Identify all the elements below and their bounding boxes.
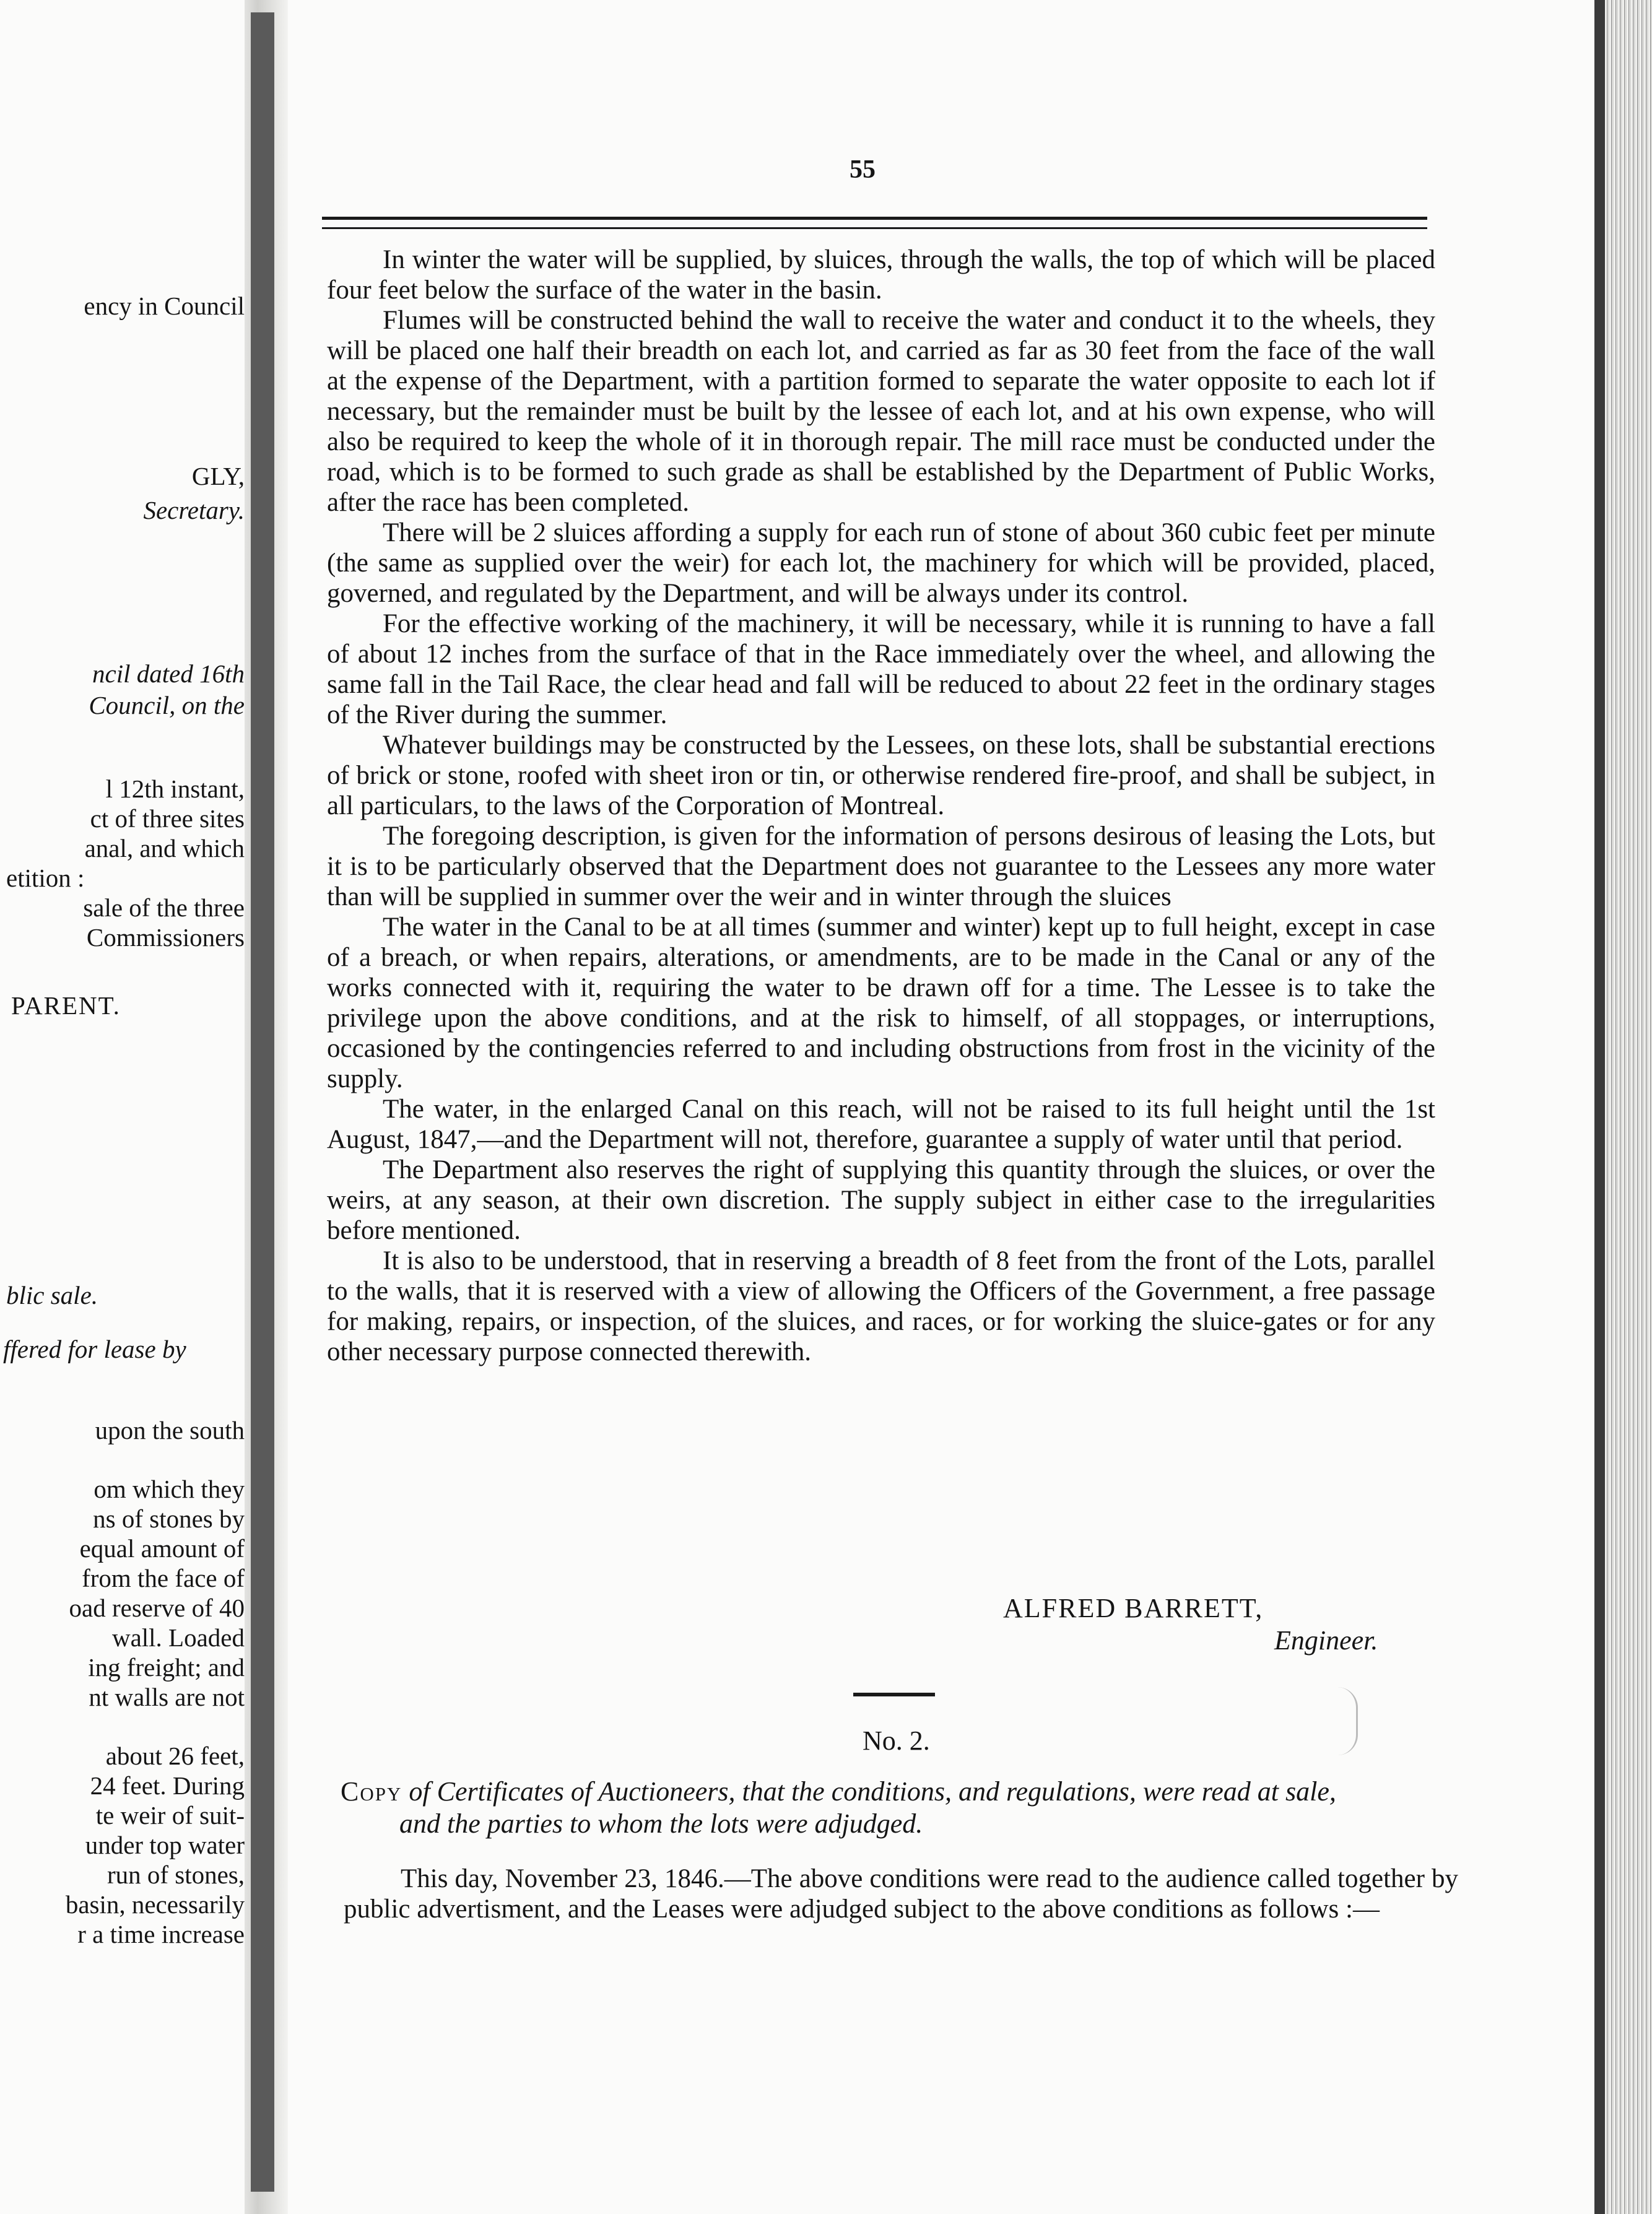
closing-paragraph: This day, November 23, 1846.—The above conditions were read to the audience called together by public advertisment, and the Leases were adjudged subject to the above conditions as follows :— bbox=[344, 1864, 1458, 1924]
paragraph: For the effective working of the machinery, it will be necessary, while it is running to have a fall of about 12 inches from the surface of that in the Race immediately over the wheel, and allowing the same fall in the Tail Race, the clear head and fall will be reduced to about 22 feet in the ordinary stages of the River during the summer. bbox=[327, 609, 1435, 729]
closing-text bbox=[344, 1864, 1458, 1924]
binding-gutter bbox=[251, 12, 274, 2192]
page-edges bbox=[1605, 0, 1652, 2214]
left-page-line: ency in Council bbox=[84, 292, 245, 320]
section-caption bbox=[341, 1776, 1455, 1840]
section-divider bbox=[853, 1693, 935, 1696]
caption-line-2: and the parties to whom the lots were adjudged. bbox=[399, 1808, 923, 1839]
left-page-line: basin, necessarily bbox=[65, 1890, 245, 1919]
left-page-line: Secretary. bbox=[143, 496, 245, 524]
left-page-line: anal, and which bbox=[84, 834, 245, 862]
paragraph: The foregoing description, is given for the information of persons desirous of leasing the Lots, but it is to be particularly observed that the Department does not guarantee to the Lessees any more water than will be supplied in summer over the weir and in winter through the sluices bbox=[327, 822, 1435, 911]
left-page-line: ffered for lease by bbox=[3, 1335, 186, 1363]
left-page-line: ing freight; and bbox=[88, 1653, 245, 1682]
paragraph: There will be 2 sluices affording a supply for each run of stone of about 360 cubic feet per minute (the same as supplied over the weir) for each lot, the machinery for which will be provided, placed, governed, and regulated by the Department, and will be always under its control. bbox=[327, 518, 1435, 608]
paragraph: In winter the water will be supplied, by sluices, through the walls, the top of which will be placed four feet below the surface of the water in the basin. bbox=[327, 245, 1435, 305]
left-page-line: wall. Loaded bbox=[111, 1623, 245, 1652]
left-page-line: PARENT. bbox=[11, 991, 121, 1020]
paragraph: It is also to be understood, that in reserving a breadth of 8 feet from the front of the Lots, parallel to the walls, that it is reserved with a view of allowing the Officers of the Government, a free passage for making, repairs, or inspection, of the sluices, and races, or for working the sluice-gates or for any other necessary purpose connected therewith. bbox=[327, 1246, 1435, 1366]
paragraph: Flumes will be constructed behind the wall to receive the water and conduct it to the wheels, they will be placed one half their breadth on each lot, and carried as far as 30 feet from the face of the wall at the expense of the Department, with a partition formed to separate the water opposite to each lot if necessary, but the remainder must be built by the lessee of each lot, and at his own expense, who will also be required to keep the whole of it in thorough repair. The mill race must be conducted under the road, which is to be formed to such grade as shall be established by the Department of Public Works, after the race has been completed. bbox=[327, 306, 1435, 517]
left-facing-page bbox=[0, 0, 245, 2214]
left-page-line: GLY, bbox=[191, 462, 245, 490]
left-page-line: r a time increase bbox=[77, 1920, 245, 1948]
paragraph: The Department also reserves the right of supplying this quantity through the sluices, or over the weirs, at any season, at their own discretion. The supply subject in either case to the irregularities before mentioned. bbox=[327, 1155, 1435, 1245]
page-number: 55 bbox=[850, 155, 876, 184]
left-page-line: ct of three sites bbox=[90, 804, 245, 833]
signature-role: Engineer. bbox=[1274, 1625, 1378, 1656]
body-text bbox=[327, 245, 1435, 1367]
paragraph: The water, in the enlarged Canal on this reach, will not be raised to its full height until the 1st August, 1847,—and the Department will not, therefore, guarantee a supply of water until that period. bbox=[327, 1095, 1435, 1154]
left-page-line: from the face of bbox=[82, 1564, 245, 1592]
caption-lead: Copy bbox=[341, 1776, 402, 1807]
left-page-line: l 12th instant, bbox=[105, 775, 245, 803]
left-page-line: ncil dated 16th bbox=[92, 659, 245, 688]
page-curl-mark bbox=[1337, 1687, 1358, 1755]
left-page-line: upon the south bbox=[95, 1416, 245, 1444]
left-page-line: under top water bbox=[85, 1831, 245, 1859]
left-page-line: etition : bbox=[6, 864, 85, 892]
left-page-line: Council, on the bbox=[89, 691, 245, 719]
left-page-line: sale of the three bbox=[83, 893, 245, 922]
left-page-line: run of stones, bbox=[107, 1860, 245, 1889]
caption-line-1: of Certificates of Auctioneers, that the conditions, and regulations, were read at sale, bbox=[409, 1776, 1336, 1807]
paragraph: The water in the Canal to be at all times (summer and winter) kept up to full height, except in case of a breach, or when repairs, alterations, or amendments, are to be made in the Canal or any of the works connected with it, requiring the water to be drawn off for a time. The Lessee is to take the privilege upon the above conditions, and at the risk to himself, of all stoppages, or interruptions, occasioned by the contingencies referred to and including obstructions from frost in the vicinity of the supply. bbox=[327, 913, 1435, 1093]
left-page-line: equal amount of bbox=[79, 1534, 245, 1563]
left-page-line: 24 feet. During bbox=[90, 1771, 245, 1800]
left-page-line: te weir of suit- bbox=[95, 1801, 245, 1830]
left-page-line: blic sale. bbox=[6, 1281, 98, 1309]
section-number: No. 2. bbox=[863, 1726, 930, 1756]
signature-name: ALFRED BARRETT, bbox=[1003, 1593, 1264, 1623]
paragraph: Whatever buildings may be constructed by the Lessees, on these lots, shall be substantial erections of brick or stone, roofed with sheet iron or tin, or otherwise rendered fire-proof, and shall be subject, in all particulars, to the laws of the Corporation of Montreal. bbox=[327, 731, 1435, 820]
left-page-line: oad reserve of 40 bbox=[69, 1594, 245, 1622]
left-page-line: om which they bbox=[93, 1475, 245, 1503]
header-double-rule bbox=[322, 217, 1427, 229]
left-page-line: nt walls are not bbox=[89, 1683, 245, 1711]
left-page-line: ns of stones by bbox=[93, 1504, 245, 1533]
left-page-line: Commissioners bbox=[86, 923, 245, 952]
left-page-line: about 26 feet, bbox=[105, 1742, 245, 1770]
